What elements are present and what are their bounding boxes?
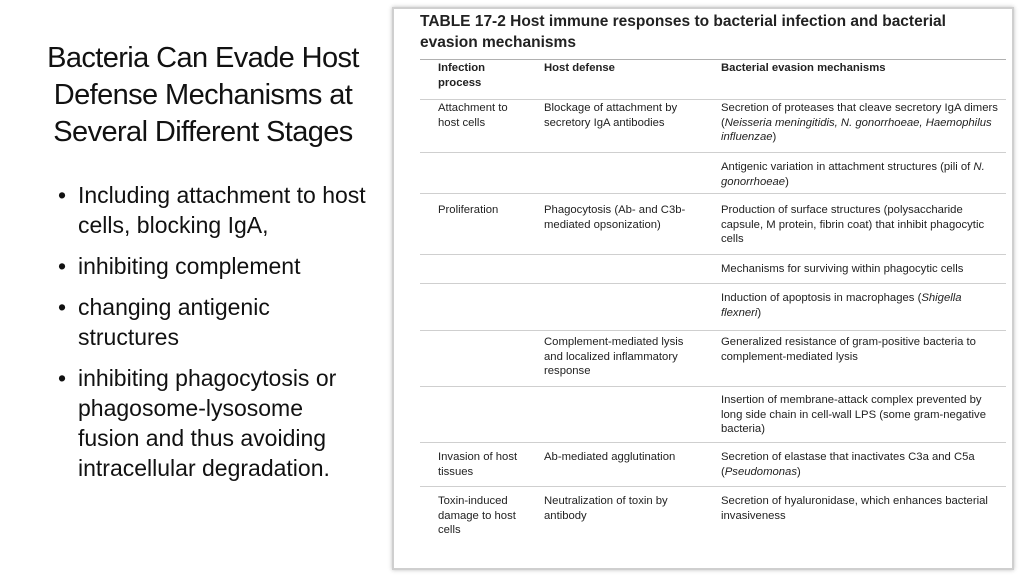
header-infection-process: Infection process — [438, 62, 486, 89]
table-row — [420, 193, 1006, 255]
bullet-item — [58, 251, 368, 281]
cell-defense: Ab-mediated agglutination — [544, 451, 676, 463]
cell-evasion: Production of surface structures (polysaccharide capsule, M protein, fibrin coat) that inhibit phagocytic cells — [721, 204, 985, 246]
bullet-text: inhibiting phagocytosis or phagosome-lysosome fusion and thus avoiding intracellular degradation. — [78, 365, 337, 481]
cell-evasion: Secretion of elastase that inactivates C3a and C5a (Pseudomonas) — [721, 451, 975, 478]
bullet-item — [58, 292, 368, 352]
bullet-item — [58, 180, 368, 240]
cell-process: Proliferation — [438, 204, 499, 216]
table-top-rule — [420, 59, 1006, 60]
cell-evasion: Secretion of proteases that cleave secretory IgA dimers (Neisseria meningitidis, N. gonorrhoeae, Haemophilus influenzae) — [721, 102, 998, 144]
header-evasion-mechanisms: Bacterial evasion mechanisms — [721, 62, 886, 74]
cell-evasion: Mechanisms for surviving within phagocytic cells — [721, 263, 964, 275]
bullet-dot: • — [58, 365, 67, 391]
cell-process: Invasion of host tissues — [438, 451, 518, 478]
table-header-row — [420, 61, 1006, 100]
cell-process: Attachment to host cells — [438, 102, 508, 129]
slide-title: Bacteria Can Evade Host Defense Mechanisms at Several Different Stages — [47, 42, 359, 148]
bullet-item — [58, 363, 368, 483]
table-row — [420, 386, 1006, 443]
table-row — [420, 283, 1006, 331]
bullet-dot: • — [58, 294, 67, 320]
bullet-text: Including attachment to host cells, blocking IgA, — [78, 182, 366, 238]
table-row — [420, 152, 1006, 194]
table-row — [420, 486, 1006, 556]
cell-defense: Complement-mediated lysis and localized inflammatory response — [544, 336, 684, 378]
table-title: TABLE 17-2 Host immune responses to bacterial infection and bacterial evasion mechanisms — [420, 13, 946, 51]
cell-process: Toxin-induced damage to host cells — [438, 495, 516, 537]
cell-evasion: Generalized resistance of gram-positive bacteria to complement-mediated lysis — [721, 336, 976, 363]
table-row — [420, 442, 1006, 487]
bullet-text: inhibiting complement — [78, 253, 301, 279]
cell-defense: Blockage of attachment by secretory IgA antibodies — [544, 102, 678, 129]
header-host-defense: Host defense — [544, 62, 615, 74]
bullet-list — [58, 180, 368, 494]
table-row — [420, 330, 1006, 387]
table-row — [420, 99, 1006, 153]
cell-defense: Phagocytosis (Ab- and C3b-mediated opsonization) — [544, 204, 686, 231]
bullet-text: changing antigenic structures — [78, 294, 270, 350]
cell-evasion: Antigenic variation in attachment structures (pili of N. gonorrhoeae) — [721, 161, 985, 188]
cell-evasion: Secretion of hyaluronidase, which enhances bacterial invasiveness — [721, 495, 988, 522]
table-row — [420, 254, 1006, 284]
bullet-dot: • — [58, 253, 67, 279]
bullet-dot: • — [58, 182, 67, 208]
table-image — [392, 7, 1014, 570]
cell-defense: Neutralization of toxin by antibody — [544, 495, 668, 522]
cell-evasion: Induction of apoptosis in macrophages (Shigella flexneri) — [721, 292, 962, 319]
cell-evasion: Insertion of membrane-attack complex prevented by long side chain in cell-wall LPS (some gram-negative bacteria) — [721, 394, 986, 436]
